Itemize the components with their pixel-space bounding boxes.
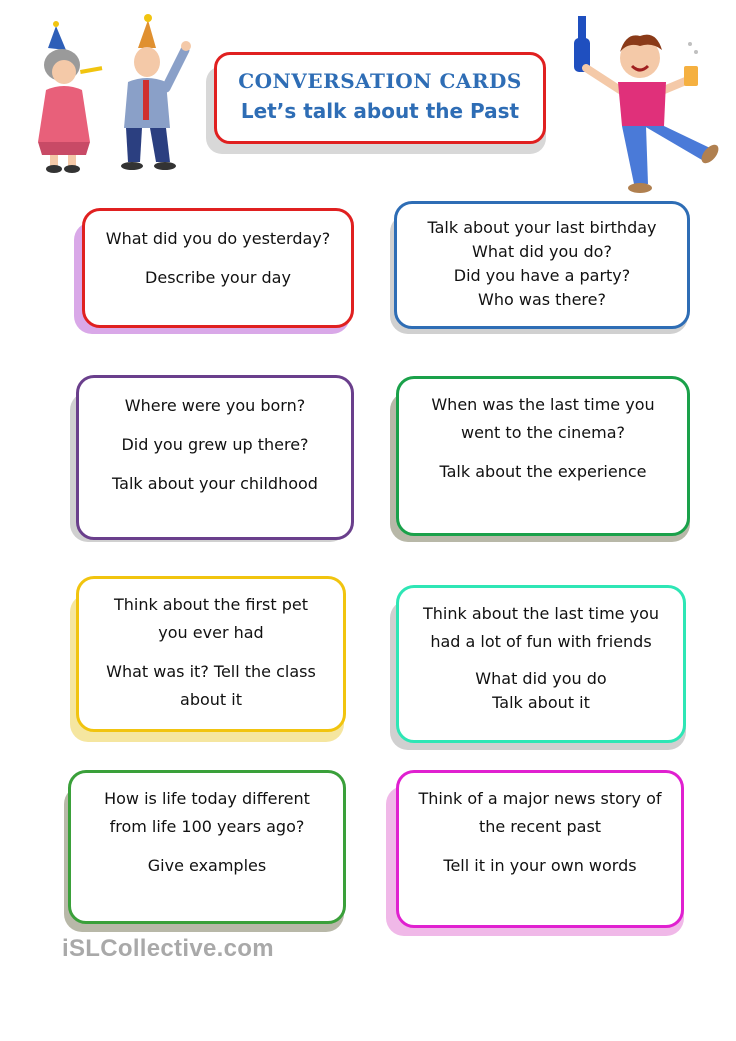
card-5-line-2: you ever had: [158, 623, 264, 642]
celebrating-boy-illustration: [560, 8, 725, 198]
card-2-line-4: Who was there?: [478, 290, 606, 309]
card-1-line-1: What did you do yesterday?: [105, 229, 331, 248]
title-heading: CONVERSATION CARDS: [238, 69, 522, 93]
card-8: [396, 770, 684, 928]
card-3: [76, 375, 354, 540]
card-3-line-1: Where were you born?: [124, 396, 306, 415]
card-4: [396, 376, 690, 536]
card-6-line-2: had a lot of fun with friends: [430, 632, 652, 651]
title-subheading: Let’s talk about the Past: [240, 99, 520, 123]
party-couple-illustration: [20, 10, 195, 175]
site-watermark: iSLCollective.com: [62, 935, 274, 962]
card-7-line-2: from life 100 years ago?: [109, 817, 305, 836]
card-8-line-1: Think of a major news story of: [418, 789, 662, 808]
card-7-line-3: Give examples: [147, 856, 267, 875]
card-8-line-2: the recent past: [478, 817, 602, 836]
card-4-line-2: went to the cinema?: [460, 423, 626, 442]
card-5-line-4: about it: [180, 690, 242, 709]
card-4-line-3: Talk about the experience: [439, 462, 647, 481]
card-6: [396, 585, 686, 743]
card-5: [76, 576, 346, 732]
card-6-line-1: Think about the last time you: [422, 604, 660, 623]
card-6-line-4: Talk about it: [492, 693, 590, 712]
card-2-line-1: Talk about your last birthday: [427, 218, 657, 237]
card-2-line-3: Did you have a party?: [453, 266, 631, 285]
card-5-line-3: What was it? Tell the class: [106, 662, 316, 681]
card-5-line-1: Think about the first pet: [113, 595, 309, 614]
card-8-line-3: Tell it in your own words: [443, 856, 637, 875]
card-6-line-3: What did you do: [475, 669, 607, 688]
title-card: [214, 52, 546, 144]
card-7: [68, 770, 346, 924]
card-4-line-1: When was the last time you: [431, 395, 655, 414]
card-2: [394, 201, 690, 329]
card-7-line-1: How is life today different: [104, 789, 310, 808]
card-3-line-2: Did you grew up there?: [121, 435, 309, 454]
card-1-line-2: Describe your day: [145, 268, 291, 287]
card-3-line-3: Talk about your childhood: [112, 474, 318, 493]
card-1: [82, 208, 354, 328]
card-2-line-2: What did you do?: [472, 242, 612, 261]
